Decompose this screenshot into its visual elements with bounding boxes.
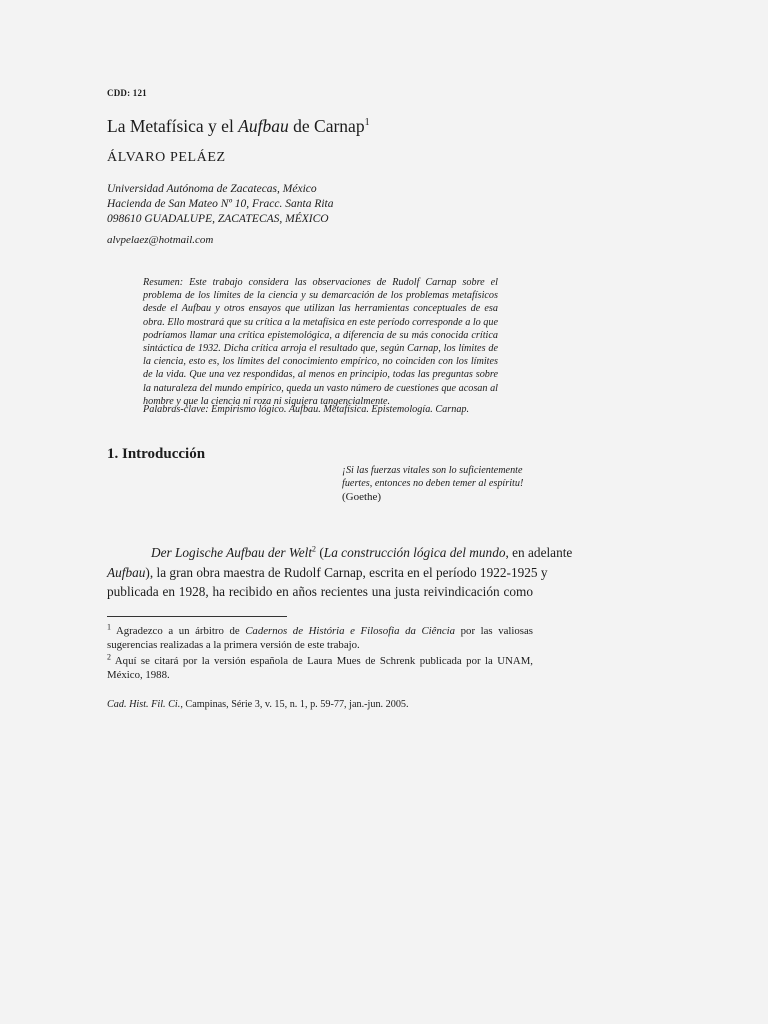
book-title: Der Logische Aufbau der Welt [151, 545, 313, 560]
journal-name: Cadernos de História e Filosofia da Ciência [245, 625, 456, 637]
citation-details: , Campinas, Série 3, v. 15, n. 1, p. 59-77, jan.-jun. 2005. [180, 699, 409, 710]
epigraph-author: (Goethe) [342, 491, 382, 503]
abstract: Resumen: Este trabajo considera las observaciones de Rudolf Carnap sobre el problema de los límites de la ciencia y su demarcación de los problemas metafísicos desde el Aufbau y otros ensayos que utilizan las herramientas conceptuales de esa obra. Ello mostrará que su crítica a la metafísica en este período corresponde a lo que podríamos llamar una crítica epistemológica, a diferencia de su más conocida crítica sintáctica de 1932. Dicha crítica arroja el resultado que, según Carnap, los límites de la ciencia, esto es, los límites del conocimiento empírico, no coinciden con los límites de la vida. Que una vez respondidas, al menos en principio, todas las preguntas sobre la naturaleza del mundo empírico, queda un vasto número de cuestiones que acosan al hombre y que la ciencia ni roza ni siquiera tangencialmente. [143, 277, 499, 407]
affiliation [107, 182, 334, 227]
affiliation-line: 098610 GUADALUPE, ZACATECAS, MÉXICO [107, 213, 329, 225]
keywords: Palabras-clave: Empirismo lógico. Aufbau. Metafísica. Epistemología. Carnap. [143, 404, 470, 415]
body-line: publicada en 1928, ha recibido en años recientes una justa reivindicación como [107, 584, 533, 599]
title-suffix: de Carnap [288, 116, 365, 136]
affiliation-line: Universidad Autónoma de Zacatecas, México [107, 183, 317, 195]
footnote-text: Aquí se citará por la versión española de Laura Mues de Schrenk publicada por la UNAM, México, 1988. [107, 655, 533, 682]
epigraph-line: fuertes, entonces no deben temer al espíritu! [342, 478, 524, 489]
footnote-separator [107, 616, 287, 617]
footnote-mark[interactable]: 2 [312, 544, 317, 554]
body-line: Der Logische Aufbau der Welt$^2$ (La construcción lógica del mundo, en adelante [151, 544, 573, 560]
journal-citation [107, 699, 409, 710]
footnote-text: por las valiosas sugerencias realizadas a la primera versión de este trabajo. [107, 625, 533, 652]
journal-abbrev: Cad. Hist. Fil. Ci. [107, 699, 181, 710]
footnote-2 [107, 654, 533, 682]
book-title-translation: La construcción lógica del mundo [323, 545, 506, 560]
title-footnote-mark[interactable]: 1 [364, 117, 370, 129]
footnote-text: Agradezco a un árbitro de [111, 625, 246, 637]
body-paragraph [107, 543, 573, 602]
footnote-number: 1 [107, 622, 111, 632]
footnote-number: 2 [107, 652, 111, 662]
body-text: ), la gran obra maestra de Rudolf Carnap, escrita en el período 1922-1925 y [145, 564, 548, 580]
title-italic: Aufbau [238, 116, 289, 136]
cdd-code: CDD: 121 [107, 88, 147, 98]
author-name: ÁLVARO PELÁEZ [107, 150, 226, 165]
author-email[interactable]: alvpelaez@hotmail.com [107, 234, 214, 246]
title-prefix: La Metafísica y el [107, 116, 239, 136]
body-line [107, 563, 548, 583]
epigraph-line: ¡Si las fuerzas vitales son lo suficientemente [342, 465, 523, 476]
affiliation-line: Hacienda de San Mateo Nº 10, Fracc. Santa Rita [107, 198, 334, 210]
body-text: , en adelante [505, 545, 573, 560]
article-title [107, 116, 370, 137]
section-heading: 1. Introducción [107, 446, 206, 462]
footnote-1 [107, 624, 533, 652]
epigraph [342, 464, 523, 490]
book-short-title: Aufbau [107, 564, 146, 580]
